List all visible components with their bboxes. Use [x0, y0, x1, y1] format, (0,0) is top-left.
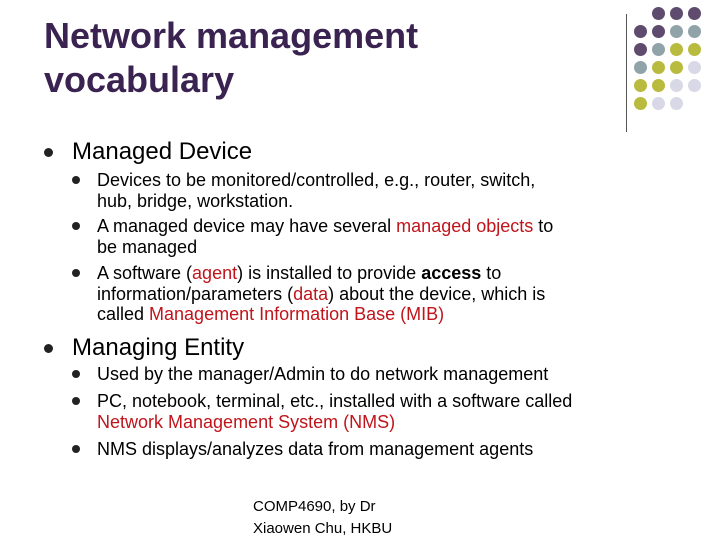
decorative-dot	[634, 79, 647, 92]
footer-line-2: Xiaowen Chu, HKBU	[253, 520, 393, 537]
text-run: to	[481, 263, 502, 283]
decorative-dot	[652, 61, 665, 74]
decorative-dot	[688, 25, 701, 38]
decorative-dot	[634, 97, 647, 110]
bullet-icon	[44, 344, 53, 353]
slide-footer	[253, 496, 392, 540]
decorative-dot	[688, 43, 701, 56]
highlight-text: Management Information Base (MIB)	[149, 304, 445, 324]
text-line: hub, bridge, workstation.	[97, 190, 294, 211]
text-line: Used by the manager/Admin to do network management	[97, 364, 549, 384]
text-run: A managed device may have several	[97, 216, 397, 236]
text-line: be managed	[97, 236, 198, 257]
decorative-dot	[634, 25, 647, 38]
decorative-dot	[652, 79, 665, 92]
bullet-icon	[72, 222, 80, 230]
section-heading: Managing Entity	[72, 334, 245, 361]
decorative-dot	[688, 79, 701, 92]
decorative-dot	[652, 25, 665, 38]
text-line	[97, 263, 672, 284]
text-run: A software (	[97, 263, 193, 283]
decorative-dot	[670, 25, 683, 38]
decorative-dot	[688, 7, 701, 20]
text-line: Devices to be monitored/controlled, e.g., router, switch,	[97, 170, 536, 190]
title-line-1: Network management	[44, 15, 419, 56]
footer-line-1: COMP4690, by Dr	[253, 498, 376, 515]
section-heading: Managed Device	[72, 138, 253, 165]
decorative-divider	[626, 14, 627, 132]
bullet-icon	[72, 445, 80, 453]
text-line	[97, 304, 672, 325]
highlight-text: Network Management System (NMS)	[97, 411, 396, 432]
sub-bullet-text	[97, 216, 672, 257]
text-line: NMS displays/analyzes data from management agents	[97, 439, 534, 459]
decorative-dot	[670, 79, 683, 92]
sub-bullet-text	[97, 170, 672, 211]
text-line	[97, 216, 672, 237]
decorative-dot	[652, 7, 665, 20]
decorative-dot	[670, 97, 683, 110]
decorative-dot	[670, 61, 683, 74]
decorative-dot-grid	[634, 7, 720, 117]
sub-bullet-text	[97, 364, 672, 385]
bullet-icon	[72, 269, 80, 277]
text-run: information/parameters (	[97, 283, 294, 304]
bold-text: access	[421, 263, 482, 283]
slide-title	[44, 14, 604, 102]
bullet-icon	[72, 370, 80, 378]
decorative-dot	[670, 43, 683, 56]
decorative-dot	[652, 43, 665, 56]
sub-bullet-text	[97, 439, 672, 460]
text-run: called	[97, 304, 150, 324]
title-line-2: vocabulary	[44, 59, 235, 100]
text-run: ) about the device, which is	[328, 283, 546, 304]
bullet-icon	[44, 148, 53, 157]
highlight-text: agent	[192, 263, 238, 283]
decorative-dot	[688, 61, 701, 74]
bullet-icon	[72, 176, 80, 184]
text-line: PC, notebook, terminal, etc., installed with a software called	[97, 391, 573, 411]
sub-bullet-text	[97, 391, 672, 432]
decorative-dot	[634, 61, 647, 74]
text-run: ) is installed to provide	[237, 263, 422, 283]
decorative-dot	[670, 7, 683, 20]
highlight-text: managed objects	[396, 216, 534, 236]
decorative-dot	[652, 97, 665, 110]
bullet-icon	[72, 397, 80, 405]
highlight-text: data	[293, 283, 329, 304]
decorative-dot	[634, 43, 647, 56]
sub-bullet-text	[97, 263, 672, 325]
text-line	[97, 284, 672, 305]
text-run: to	[533, 216, 554, 236]
